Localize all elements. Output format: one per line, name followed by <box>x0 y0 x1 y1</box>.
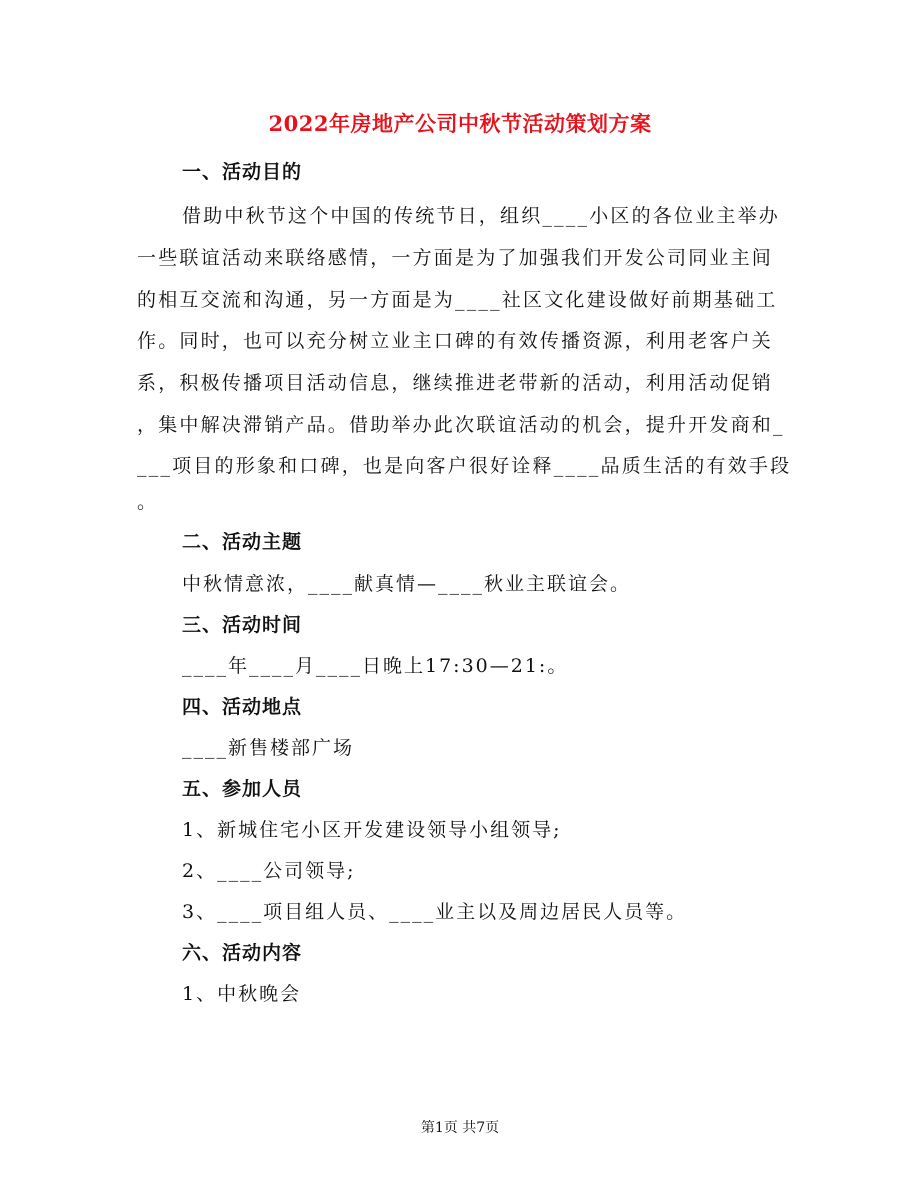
list-item: 1、新城住宅小区开发建设领导小组领导; <box>182 819 562 841</box>
section-heading-content: 六、活动内容 <box>182 942 303 964</box>
section-heading-purpose: 一、活动目的 <box>182 161 303 183</box>
paragraph-line: 。 <box>137 491 159 513</box>
list-item: 2、____公司领导; <box>182 860 356 882</box>
list-item: 1、中秋晚会 <box>182 983 302 1005</box>
paragraph-line: ，集中解决滞销产品。借助举办此次联谊活动的机会，提升开发商和_ <box>137 414 785 436</box>
document-title: 2022年房地产公司中秋节活动策划方案 <box>268 111 652 136</box>
section-heading-participants: 五、参加人员 <box>182 778 303 800</box>
paragraph-line: 系，积极传播项目活动信息，继续推进老带新的活动，利用活动促销 <box>137 372 774 394</box>
section-heading-location: 四、活动地点 <box>182 696 303 718</box>
section-heading-time: 三、活动时间 <box>182 614 303 636</box>
paragraph-line: 借助中秋节这个中国的传统节日，组织____小区的各位业主举办 <box>182 205 781 227</box>
paragraph-line: 的相互交流和沟通，另一方面是为____社区文化建设做好前期基础工 <box>137 289 778 311</box>
section-heading-theme: 二、活动主题 <box>182 531 303 553</box>
location-text: ____新售楼部广场 <box>182 737 355 759</box>
page-number-footer: 第1页 共7页 <box>420 1120 500 1136</box>
theme-text: 中秋情意浓，____献真情—____秋业主联谊会。 <box>182 573 632 595</box>
time-text: ____年____月____日晚上17:30—21:。 <box>182 655 569 677</box>
list-item: 3、____项目组人员、____业主以及周边居民人员等。 <box>182 901 688 923</box>
paragraph-line: ___项目的形象和口碑，也是向客户很好诠释____品质生活的有效手段 <box>137 455 792 477</box>
paragraph-line: 作。同时，也可以充分树立业主口碑的有效传播资源，利用老客户关 <box>137 330 774 352</box>
paragraph-line: 一些联谊活动来联络感情，一方面是为了加强我们开发公司同业主间 <box>137 247 774 269</box>
